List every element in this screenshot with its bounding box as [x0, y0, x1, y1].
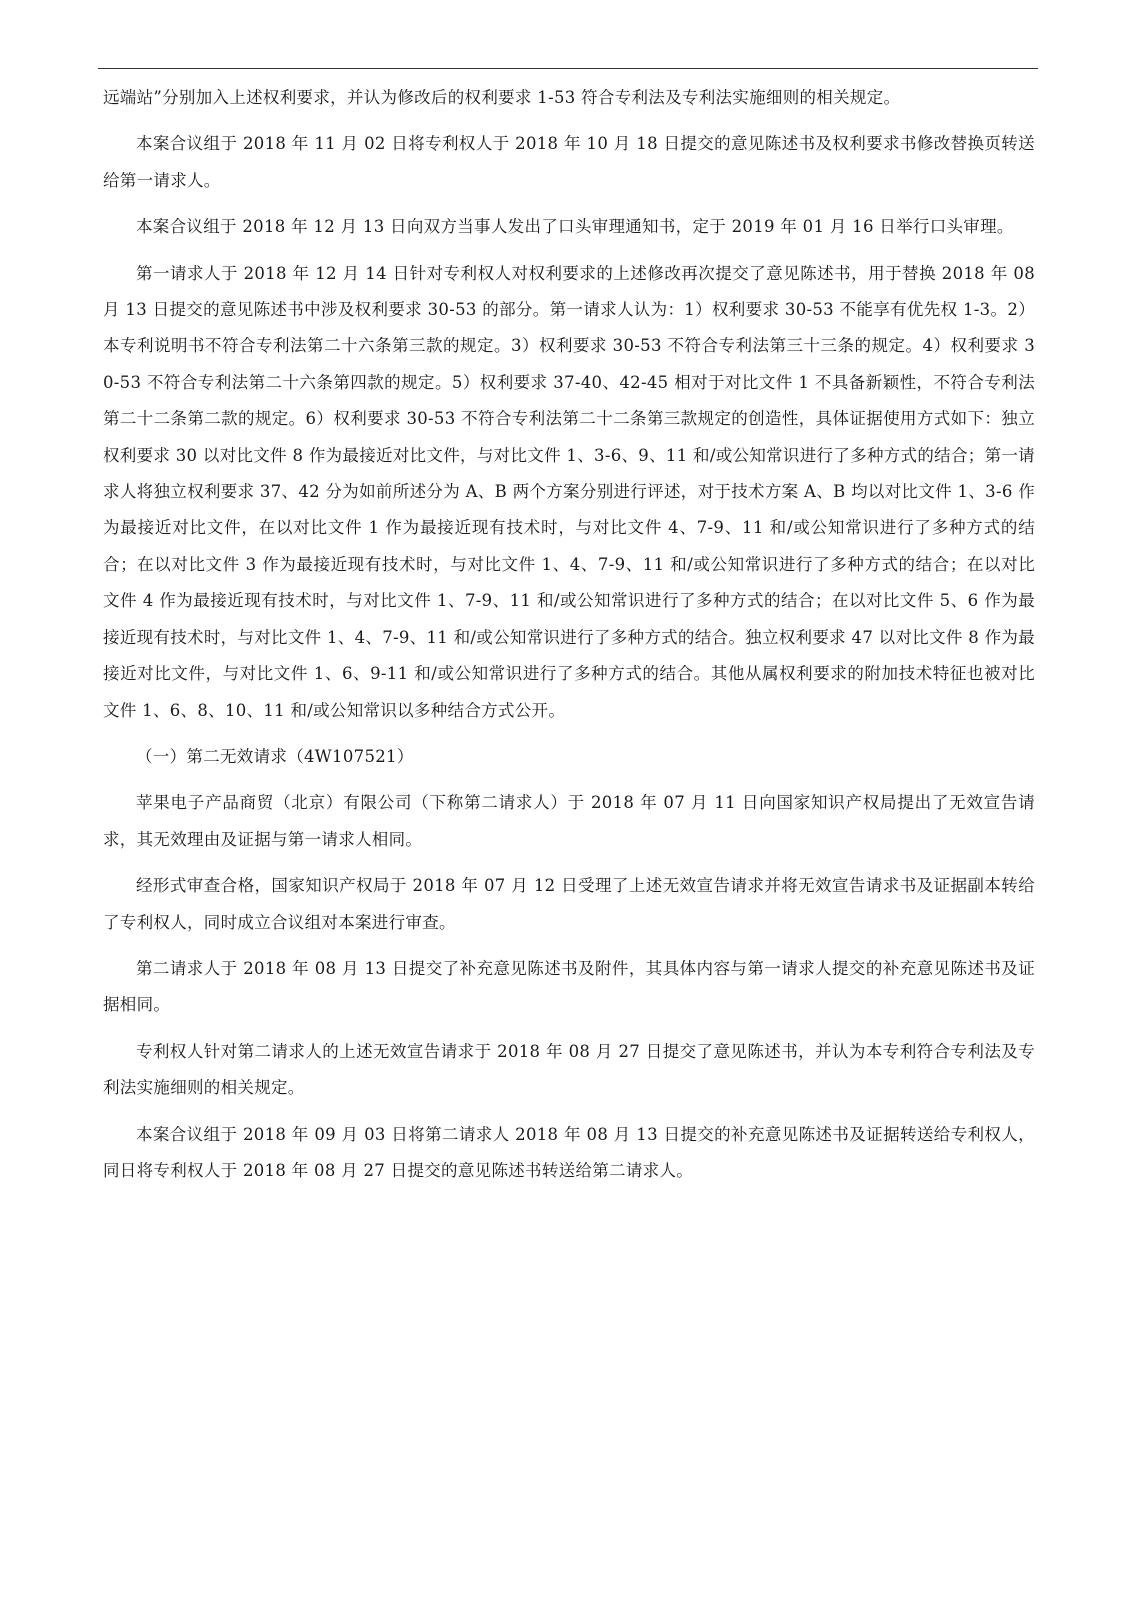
paragraph-formal-examination: 经形式审查合格，国家知识产权局于 2018 年 07 月 12 日受理了上述无效宣告请求并将无效宣告请求书及证据副本转给了专利权人，同时成立合议组对本案进行审查。: [103, 876, 1035, 932]
paragraph-supplementary-statement: 第二请求人于 2018 年 08 月 13 日提交了补充意见陈述书及附件，其具体内容与第一请求人提交的补充意见陈述书及证据相同。: [103, 958, 1035, 1015]
document-body: [103, 80, 1035, 1199]
paragraph-first-requester-opinion: 第一请求人于 2018 年 12 月 14 日针对专利权人对权利要求的上述修改再次提交了意见陈述书，用于替换 2018 年 08 月 13 日提交的意见陈述书中涉及权利要求 30-53 的部分。第一请求人认为：1）权利要求 30-53 不能享有优先权 1-3。2）本专利说明书不符合专利法第二十六条第三款的规定。3）权利要求 30-53 不符合专利法第三十三条的规定。4）权利要求 30-53 不符合专利法第二十六条第四款的规定。5）权利要求 37-40、42-45 相对于对比文件 1 不具备新颖性，不符合专利法第二十二条第二款的规定。6）权利要求 30-53 不符合专利法第二十二条第三款规定的创造性，具体证据使用方式如下：独立权利要求 30 以对比文件 8 作为最接近对比文件，与对比文件 1、3-6、9、11 和/或公知常识进行了多种方式的结合；第一请求人将独立权利要求 37、42 分为如前所述分为 A、B 两个方案分别进行评述，对于技术方案 A、B 均以对比文件 1、3-6 作为最接近对比文件，在以对比文件 1 作为最接近现有技术时，与对比文件 4、7-9、11 和/或公知常识进行了多种方式的结合；在以对比文件 3 作为最接近现有技术时，与对比文件 1、4、7-9、11 和/或公知常识进行了多种方式的结合；在以对比文件 4 作为最接近现有技术时，与对比文件 1、7-9、11 和/或公知常识进行了多种方式的结合；在以对比文件 5、6 作为最接近现有技术时，与对比文件 1、4、7-9、11 和/或公知常识进行了多种方式的结合。独立权利要求 47 以对比文件 8 作为最接近对比文件，与对比文件 1、6、9-11 和/或公知常识进行了多种方式的结合。其他从属权利要求的附加技术特征也被对比文件 1、6、8、10、11 和/或公知常识以多种结合方式公开。: [103, 263, 1035, 720]
paragraph-continued: 远端站”分别加入上述权利要求，并认为修改后的权利要求 1-53 符合专利法及专利法实施细则的相关规定。: [103, 88, 901, 107]
paragraph-oral-hearing-notice: 本案合议组于 2018 年 12 月 13 日向双方当事人发出了口头审理通知书，定于 2019 年 01 月 16 日举行口头审理。: [136, 217, 1014, 237]
paragraph-second-requester-filing: 苹果电子产品商贸（北京）有限公司（下称第二请求人）于 2018 年 07 月 11 日向国家知识产权局提出了无效宣告请求，其无效理由及证据与第一请求人相同。: [103, 793, 1035, 849]
section-heading-second-request: （一）第二无效请求（4W107521）: [136, 746, 414, 766]
header-rule: [98, 68, 1038, 69]
paragraph-transfer-of-documents: 本案合议组于 2018 年 09 月 03 日将第二请求人 2018 年 08 月 13 日提交的补充意见陈述书及证据转送给专利权人，同日将专利权人于 2018 年 08 月 27 日提交的意见陈述书转送给第二请求人。: [103, 1124, 1035, 1180]
paragraph-patentee-response: 专利权人针对第二请求人的上述无效宣告请求于 2018 年 08 月 27 日提交了意见陈述书，并认为本专利符合专利法及专利法实施细则的相关规定。: [103, 1041, 1035, 1098]
paragraph-transfer-to-first-requester: 本案合议组于 2018 年 11 月 02 日将专利权人于 2018 年 10 月 18 日提交的意见陈述书及权利要求书修改替换页转送给第一请求人。: [103, 134, 1035, 190]
